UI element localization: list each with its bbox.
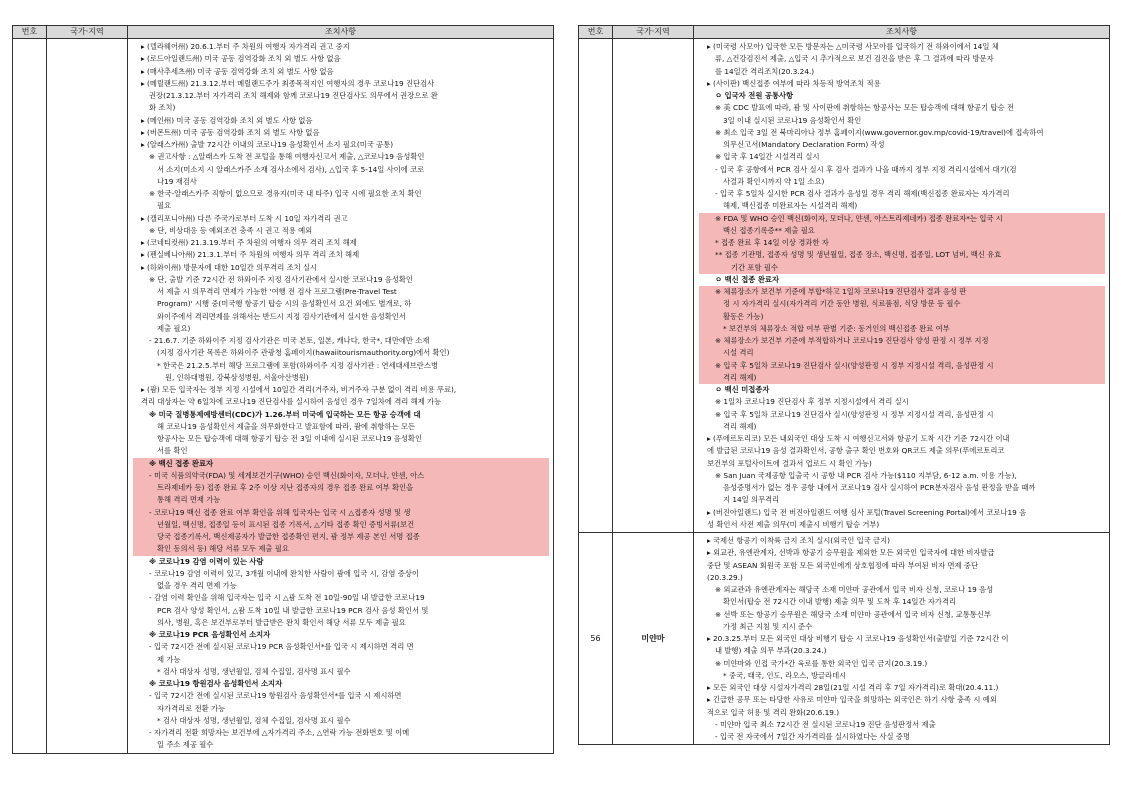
text-line: 의무신고서(Mandatory Declaration Form) 작성 [723,140,885,149]
text-line: ▸ (푸에르토리코) 모든 내외국인 대상 도착 시 여행신고서와 항공기 도착 시간 기준 72시간 이내 [707,434,1010,443]
text-line: ▸ (괌) 모든 입국자는 정부 지정 시설에서 10일간 격리(거주자, 비거주자 구분 없이 격리 비용 무료), [141,385,457,394]
text-line: 정 시 자가격리 실시(자가격리 기간 동안 병원, 식료품점, 식당 방문 등 필수 [699,298,1105,310]
text-line: ▸ (캘리포니아州) 다른 주국가로부터 도착 시 10일 자가격리 권고 [141,213,348,223]
text-line: 내 발행) 제출 의무 부과(20.3.24.) [715,646,827,656]
text-line: ** 접종 기관명, 접종자 성명 및 생년월일, 접종 장소, 백신명, 접종일, LOT 넘버, 백신 유효 [699,249,1105,261]
table-row [579,39,1110,533]
text-line: 류, △건강검진서 제출, △입국 시 추가적으로 보건 검진을 받은 후 그 결과에 따라 방문자 [715,54,994,64]
row-country [47,39,128,754]
text-line: ※ FDA 및 WHO 승인 백신(화이자, 모더나, 얀센, 아스트라제네카) 접종 완료자*는 입국 시 [699,213,1105,225]
text-line: - 입국 후 5일차 실시한 PCR 검사 결과가 음성일 경우 격리 해제(백신접종 완료자는 자가격리 [715,189,1010,198]
row-country [613,39,694,533]
text-line: - 입국 72시간 전에 실시된 코로나19 항원검사 음성확인서*를 입국 시 제시하면 [149,691,402,701]
text-line: 를 14일간 격리조치(20.3.24.) [715,66,815,76]
header-country: 국가·지역 [613,26,694,39]
text-line: 필요 [157,201,172,211]
text-line: 자가격리로 전환 가능 [157,703,226,713]
text-line: 3일 이내 실시된 코로나19 음성확인서 확인 [723,115,862,125]
text-line: ㅇ 백신 접종 완료자 [715,274,780,284]
row-country: 미얀마 [613,533,694,745]
text-line: 확인 동의서 등) 해당 서류 모두 제출 필요 [133,543,549,555]
text-line: ▸ (매사추세츠州) 미국 공동 검역강화 조치 외 별도 사항 없음 [141,66,334,76]
text-line: ※ 1일차 코로나19 진단검사 후 정부 지정시설에서 격리 실시 [715,397,909,407]
text-line: ※ 외교관과 유엔관계자는 해당국 소재 미얀마 공관에서 입국 비자 신청, 코로나 19 음성 [715,585,994,594]
row-num [13,39,47,754]
text-line: Program)' 시행 중(미국행 항공기 탑승 시의 음성확인서 요건 외에도 별개로, 하 [157,299,412,309]
text-line: 확인서(탑승 전 72시간 이내 발행) 제출 의무 및 도착 후 14일간 자가격리 [723,597,957,607]
text-line: - 미국 식품의약국(FDA) 및 세계보건기구(WHO) 승인 백신(화이자, 모더나, 얀센, 아스 [133,470,549,482]
text-line: 보건부의 포털사이트에 결과서 업로드 시 확인 가능) [707,458,872,468]
text-line: 기간 포함 필수 [699,262,1105,274]
text-line: 원, 인하대병원, 강북삼성병원, 서울아산병원) [165,372,309,382]
text-line: 항공사는 모든 탑승객에 대해 항공기 탑승 전 3일 이내에 실시된 코로나19 음성확인 [157,434,423,443]
row-num: 56 [579,533,613,745]
text-line: 백신 접종기록증** 제출 필요 [699,225,1105,237]
text-line: 서를 확인 [157,446,188,456]
text-line: PCR 검사 양성 확인서, △괌 도착 10일 내 발급한 코로나19 PCR 검사 음성 확인서 및 [157,605,429,615]
header-row [579,26,1110,39]
text-line: ▸ (메릴랜드州) 21.3.12.부터 메릴랜드주가 최종목적지인 여행자의 경우 코로나19 진단검사 [141,78,435,88]
text-line: 나19 재검사 [157,176,197,186]
text-line: ※ 입국 후 5일차 코로나19 진단검사 실시(양성판정 시 정부 지정시설 격리, 음성판정 시 [699,360,1105,372]
text-line: ▸ (로드아일랜드州) 미국 공동 검역강화 조치 외 별도 사항 없음 [141,54,341,64]
text-line: - 코로나19 백신 접종 완료 여부 확인을 위해 입국자는 입국 시 △접종자 성명 및 생 [133,507,549,519]
left-table [12,25,554,754]
text-line: ▸ 국제선 항공기 이착륙 금지 조치 실시(외국인 입국 금지) [707,536,890,545]
header-measure: 조치사항 [694,26,1110,39]
text-line: ※ San Juan 국제공항 입출국 시 공항 내 PCR 검사 가능($110 지부담, 6-12 a.m. 이용 가능), [715,470,1017,480]
text-line: ※ 코로나19 항원검사 음성확인서 소지자 [149,679,283,688]
header-measure: 조치사항 [128,26,554,39]
text-line: 서 소지(미소지 시 알래스카주 소재 검사소에서 검사), △입국 후 5-14일 사이에 코로 [157,164,425,174]
text-line: 에 발급된 코로나19 음성 결과확인서, 공항 출구 확인 번호와 QR코드 제출 의무(푸에르토리코 [707,446,1005,456]
text-line: - 입국 72시간 전에 실시된 코로나19 PCR 음성확인서*를 입국 시 제시하면 격리 면 [149,642,414,652]
text-line: 음성증명서가 없는 경우 공항 내에서 코로나19 검사 실시하여 PCR분자검사 음성 판정을 받을 때까 [723,483,1036,492]
header-num: 번호 [13,26,47,39]
text-line: 권장(21.3.12.부터 자가격리 조치 해제와 함께 코로나19 진단검사도 의무에서 권장으로 완 [149,91,438,100]
text-line: 당국 접종기록서, 백신제공자가 발급한 접종확인 편지, 괌 정부 제공 본인 서명 접종 [133,531,549,543]
table-row [13,39,554,754]
text-line: - 입국 후 공항에서 PCR 검사 실시 후 검사 결과가 나올 때까지 정부 지정 격리시설에서 대기(검 [715,164,1017,174]
text-line: 성 확인서 사전 제출 의무(미 제출시 비행기 탑승 거부) [707,519,880,529]
text-line: 년월일, 백신명, 접종일 등이 표시된 접종 기록서, △기타 접종 확인 증빙서류(보건 [133,519,549,531]
text-line: * 접종 완료 후 14일 이상 경과한 자 [699,237,1105,249]
text-line: ※ 美 CDC 발표에 따라, 괌 및 사이판에 취항하는 항공사는 모든 탑승객에 대해 항공기 탑승 전 [715,103,1014,113]
text-line: 격리 대상자는 약 6일차에 코로나19 진단검사를 실시하여 음성인 경우 7일차에 격리 해제 가능 [141,397,442,407]
measure-content [128,39,553,753]
text-line: - 21.6.7. 기준 하와이주 지정 검사기관은 미국 본토, 일본, 캐나다, 한국*, 대만에만 소재 [149,336,430,345]
text-line: 중단 및 ASEAN 회원국 포함 모든 외국인에게 상호협정에 따라 부여된 비자 면제 중단 [707,560,979,570]
right-table [578,25,1110,745]
text-line: 격리 해제) [723,421,757,431]
text-line: 격리 해제) [699,372,1105,384]
text-line: 해제, 백신접종 미완료자는 시설격리 해제) [723,201,858,211]
text-line: ㅇ 백신 미접종자 [715,385,770,394]
text-line: ▸ (메인州) 미국 공동 검역강화 조치 외 별도 사항 없음 [141,115,313,125]
text-line: ▸ 20.3.25.부터 모든 외국인 대상 비행기 탑승 시 코로나19 음성확인서(출발일 기준 72시간 이 [707,634,1009,643]
measure-cell [128,39,554,754]
text-line: ※ 체류장소가 보건부 기준에 부적합하거나 코로나19 진단검사 양성 판정 시 정부 지정 [699,335,1105,347]
header-num: 번호 [579,26,613,39]
text-line: 활동은 가능) [699,311,1105,323]
text-line: ※ 코로나19 PCR 음성확인서 소지자 [149,630,271,639]
text-line: * 한국은 21.2.5.부터 해당 프로그램에 포함(하와이주 지정 검사기관 : 연세대세브란스병 [157,360,438,370]
text-line: * 검사 대상자 성명, 생년월일, 검체 수집일, 검사명 표시 필수 [157,715,351,725]
text-line: ※ 최소 입국 3일 전 북마리아나 정부 홈페이지(www.governor.gov.mp/covid-19/travel)에 접속하여 [715,127,1044,137]
text-line: ㅇ 입국자 전원 공통사항 [715,91,794,100]
text-line: 제출 필요) [157,323,191,333]
text-line: ▸ (델라웨어州) 20.6.1.부터 주 차원의 여행자 자가격리 권고 중지 [141,42,350,51]
text-line: ▸ (버진아일랜드) 입국 전 버진아일랜드 여행 심사 포털(Travel Screening Portal)에서 코로나19 음 [707,507,1027,517]
text-line: 적으로 입국 허용 및 격리 완화(20.6.19.) [707,707,840,717]
header-country: 국가·지역 [47,26,128,39]
text-line: ▸ (하와이州) 방문자에 대한 10일간 의무격리 조치 실시 [141,262,318,272]
header-row [13,26,554,39]
text-line: (지정 검사기관 목록은 하와이주 관광청 홈페이지(hawaiitourismauthority.org)에서 확인) [157,348,450,358]
text-line: ▸ (알래스카州) 출발 72시간 이내의 코로나19 음성확인서 소지 필요(미국 공통) [141,140,394,149]
text-line: - 코로나19 감염 이력이 있고, 3개월 이내에 완치한 사람이 괌에 입국 시, 감염 증상이 [149,568,419,578]
text-line: 통해 격리 면제 가능 [133,494,549,506]
text-line: ※ 단, 비상대응 등 예외조건 충족 시 권고 적용 예외 [149,225,313,235]
text-line: - 감염 이력 확인을 위해 입국자는 입국 시 △괌 도착 전 10일-90일 내 발급한 코로나19 [149,593,425,603]
text-line: 일 주소 제공 필수 [157,740,214,750]
measure-content [694,39,1109,532]
text-line: ▸ 모든 외국인 대상 시설자가격리 28일(21일 시설 격리 후 7일 자가격리)로 확대(20.4.11.) [707,683,999,692]
text-line: ※ 선박 또는 항공기 승무원은 해당국 소재 미얀마 공관에서 입국 비자 신청, 교통통신부 [715,609,991,619]
text-line: ※ 백신 접종 완료자 [133,458,549,470]
text-line: 화 조치) [149,103,176,113]
text-line: 사결과 확인시까지 약 1일 소요) [723,176,825,186]
text-line: - 미얀마 입국 최소 72시간 전 실시된 코로나19 진단 음성판정서 제출 [715,719,936,729]
text-line: * 검사 대상자 성명, 생년월일, 검체 수집일, 검사명 표시 필수 [157,666,351,676]
text-line: ※ 입국 후 14일간 시설격리 실시 [715,152,820,162]
text-line: 와이주에서 격리면제를 위해서는 반드시 지정 검사기관에서 실시한 음성확인서 [157,311,406,321]
text-line: ※ 코로나19 감염 이력이 있는 사람 [149,556,264,566]
text-line: 의사, 병원, 혹은 보건부로부터 발급받은 완치 확인서 해당 서류 모두 제출 필요 [157,617,406,627]
text-line: ▸ (미국령 사모아) 입국한 모든 방문자는 △미국령 사모아를 입국하기 전 하와이에서 14일 체 [707,42,999,51]
text-line: ▸ (사이판) 백신접종 여부에 따라 차등적 방역조치 적용 [707,78,881,88]
text-line: ※ 미얀마와 인접 국가*간 육로를 통한 외국인 입국 금지(20.3.19.) [715,658,928,668]
text-line: 지 14일 의무격리 [723,495,780,505]
text-line: ▸ (코네티컷州) 21.3.19.부터 주 차원의 여행자 의무 격리 조치 해제 [141,238,357,247]
text-line: ▸ (버몬트州) 미국 공동 검역강화 조치 외 별도 사항 없음 [141,127,320,137]
text-line: - 입국 전 자국에서 7일간 자가격리를 실시하였다는 사실 증명 [715,732,911,741]
text-line: 제 가능 [157,654,181,664]
row-num [579,39,613,533]
text-line: 해 코로나19 음성확인서 제출을 의무화한다고 발표함에 따라, 괌에 취항하는 모든 [157,421,416,431]
measure-cell [694,533,1110,745]
text-line: ※ 단, 출발 기준 72시간 전 하와이주 지정 검사기관에서 실시한 코로나19 음성확인 [149,274,413,284]
text-line: ※ 입국 후 5일차 코로나19 진단검사 실시(양성판정 시 정부 지정시설 격리, 음성판정 시 [715,409,994,419]
measure-content [694,533,1109,744]
text-line: ▸ (펜실베니아州) 21.3.1.부터 주 차원의 여행자 의무 격리 조치 해제 [141,250,360,260]
measure-cell [694,39,1110,533]
text-line: ※ 권고사항 : △알래스카 도착 전 포털을 통해 여행자신고서 제출, △코로나19 음성확인 [149,152,425,162]
text-line: (20.3.29.) [707,572,743,582]
text-line: 트라제네카 등) 접종 완료 후 2주 이상 지난 접종자의 경우 접종 완료 여부 확인을 [133,482,549,494]
text-line: ※ 체류장소가 보건부 기준에 부합*하고 1일차 코로나19 진단검사 결과 음성 판 [699,286,1105,298]
text-line: 서 제출 시 의무격리 면제가 가능한 '여행 전 검사 프로그램(Pre-Travel Test [157,287,397,296]
text-line: ▸ 긴급한 공무 또는 타당한 사유로 미얀마 입국을 희망하는 외국인은 하기 사항 충족 시 예외 [707,695,997,705]
text-line: 시설 격리 [699,347,1105,359]
text-line: * 보건부의 체류장소 적합 여부 판별 기준: 동거인의 백신접종 완료 여부 [699,323,1105,335]
text-line: - 자가격리 전환 희망자는 보건부에 △자가격리 주소, △연락 가능 전화번호 및 이메 [149,728,410,737]
text-line: 없을 경우 격리 면제 가능 [157,581,237,590]
text-line: ※ 미국 질병통제예방센터(CDC)가 1.26.부터 미국에 입국하는 모든 항공 승객에 대 [149,409,421,419]
text-line: 가정 최근 지침 및 지시 준수 [723,621,813,631]
text-line: ▸ 외교관, 유엔관계자, 선박과 항공기 승무원을 제외한 모든 외국인 입국자에 대한 비자발급 [707,548,995,558]
text-line: * 중국, 태국, 인도, 라오스, 방글라데시 [723,670,847,680]
text-line: ※ 한국-알래스카주 직항이 없으므로 경유지(미국 내 타주) 입국 시에 필요한 조치 확인 [149,189,422,198]
table-row [579,533,1110,745]
